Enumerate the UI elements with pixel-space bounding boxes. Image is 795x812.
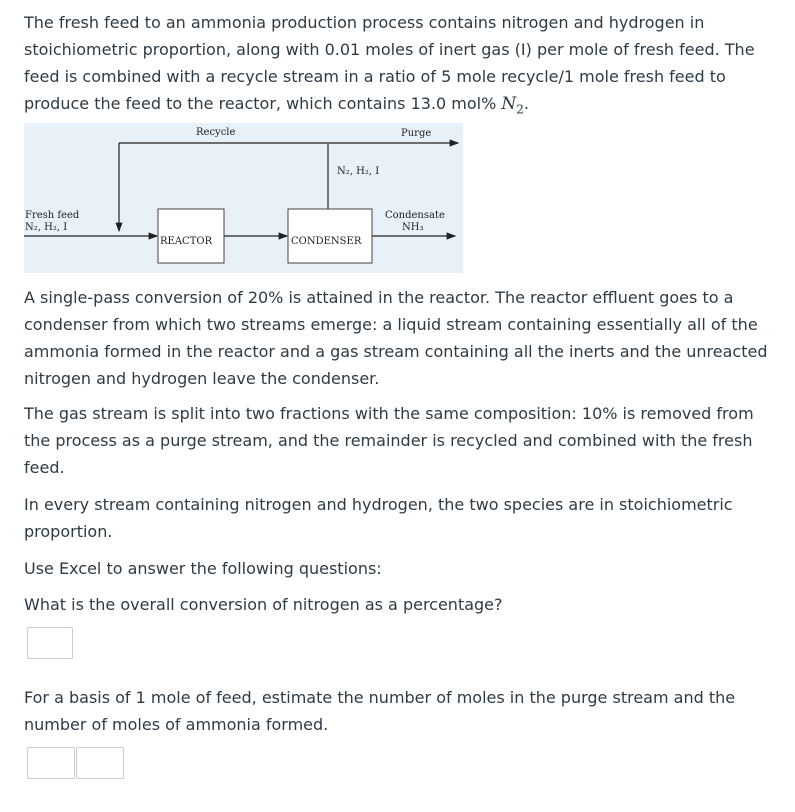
answer-input-purge[interactable] [27, 747, 75, 779]
excel-instruction: Use Excel to answer the following questions: [24, 559, 382, 578]
question-2: For a basis of 1 mole of feed, estimate the number of moles in the purge stream and the number of moles of ammonia formed. [24, 688, 736, 734]
recycle-label: Recycle [196, 127, 236, 138]
intro-paragraph: The fresh feed to an ammonia production process contains nitrogen and hydrogen in stoichiometric proportion, along with 0.01 moles of inert gas (I) per mole of fresh feed. The feed is combined with a recycle stream in a ratio of 5 mole recycle/1 mole fresh feed to produce the feed to the reactor, which contains 13.0 mol% $N_2$. [24, 13, 755, 117]
conversion-paragraph: A single-pass conversion of 20% is attained in the reactor. The reactor effluent goes to a condenser from which two streams emerge: a liquid stream containing essentially all of the ammonia formed in the reactor and a gas stream containing all the inerts and the unreacted nitrogen and hydrogen leave the condenser. [24, 288, 768, 388]
purge-label: Purge [401, 128, 432, 139]
condensate-label: Condensate [385, 210, 445, 221]
intro-text: The fresh feed to an ammonia production process contains nitrogen and hydrogen in stoichiometric proportion, along with 0.01 moles of inert gas (I) per mole of fresh feed. The feed is combined with a recycle stream in a ratio of 5 mole recycle/1 mole fresh feed to produce the feed to the reactor, which contains 13.0 mol% [24, 13, 755, 113]
condenser-label: CONDENSER [291, 236, 362, 247]
gas-stream-label: N₂, H₂, I [337, 166, 380, 177]
question-1: What is the overall conversion of nitrogen as a percentage? [24, 595, 503, 614]
purge-paragraph: The gas stream is split into two fractions with the same composition: 10% is removed from the process as a purge stream, and the remainder is recycled and combined with the fresh feed. [24, 404, 754, 477]
fresh-feed-components: N₂, H₂, I [25, 222, 68, 233]
flow-diagram-svg [24, 123, 463, 273]
condensate-component: NH₃ [402, 222, 424, 233]
fresh-feed-label: Fresh feed [25, 210, 80, 221]
stoichiometry-paragraph: In every stream containing nitrogen and hydrogen, the two species are in stoichiometric proportion. [24, 495, 733, 541]
process-flow-diagram [24, 123, 463, 273]
reactor-label: REACTOR [160, 236, 213, 247]
answer-input-ammonia[interactable] [76, 747, 124, 779]
answer-input-q1[interactable] [27, 627, 73, 659]
n2-formula: $N_2$ [501, 94, 524, 117]
